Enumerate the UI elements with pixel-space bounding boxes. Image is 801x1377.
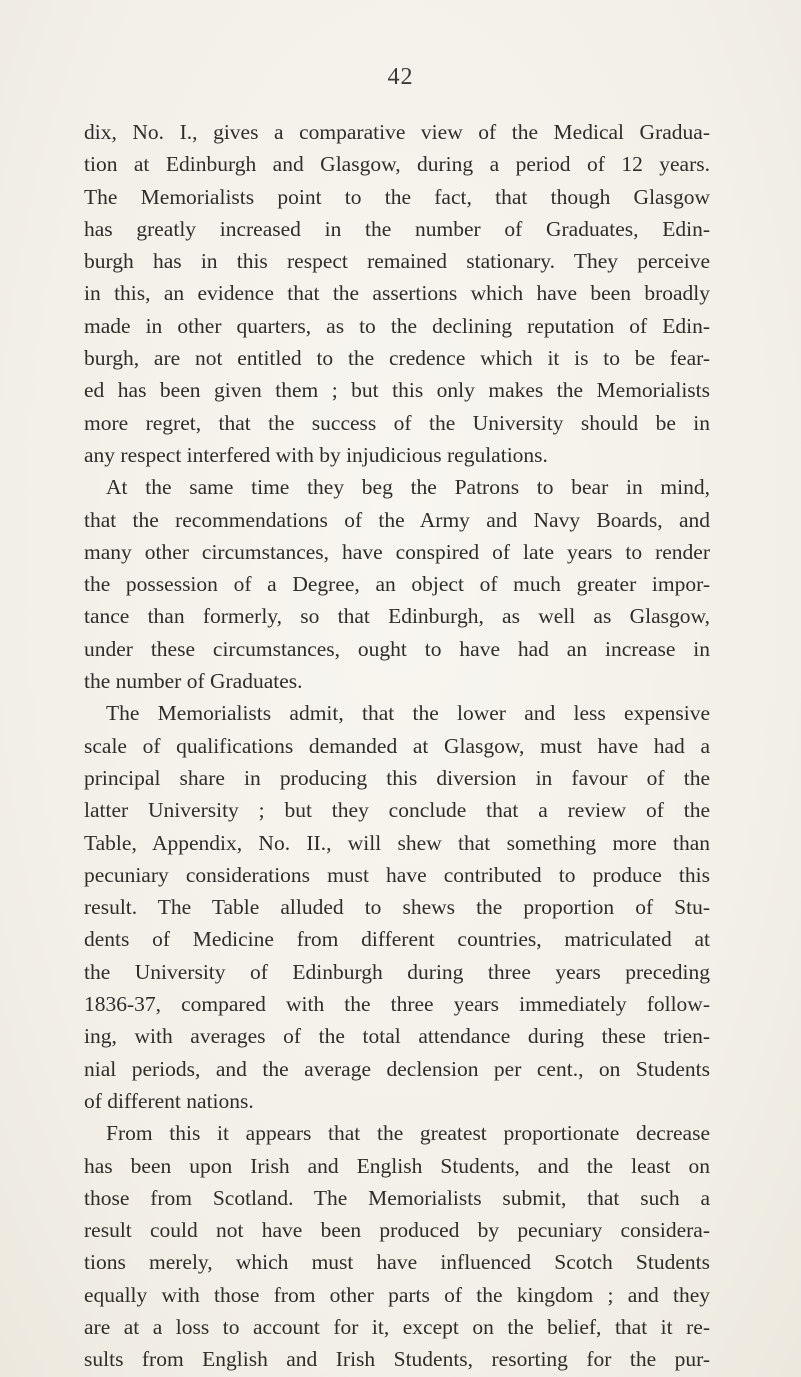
text-line: From this it appears that the greatest proportionate decrease [106, 1121, 710, 1146]
text-line: The Memorialists admit, that the lower and less expensive [106, 701, 710, 726]
text-line: the number of Graduates. [84, 669, 303, 694]
text-line: the possession of a Degree, an object of much greater impor- [84, 572, 710, 597]
text-line: result could not have been produced by pecuniary considera- [84, 1218, 710, 1243]
text-line: result. The Table alluded to shews the proportion of Stu- [84, 895, 710, 920]
text-line: has been upon Irish and English Students, and the least on [84, 1153, 710, 1178]
text-line: nial periods, and the average declension per cent., on Students [84, 1056, 710, 1081]
text-line: ing, with averages of the total attendance during these trien- [84, 1024, 710, 1049]
text-line: has greatly increased in the number of Graduates, Edin- [84, 216, 710, 241]
text-line: under these circumstances, ought to have had an increase in [84, 636, 710, 661]
text-line: At the same time they beg the Patrons to bear in mind, [106, 475, 710, 500]
text-line: burgh has in this respect remained stationary. They perceive [84, 249, 710, 274]
text-line: principal share in producing this diversion in favour of the [84, 765, 710, 790]
text-line: of different nations. [84, 1088, 254, 1113]
text-line: sults from English and Irish Students, resorting for the pur- [84, 1347, 710, 1372]
text-line: The Memorialists point to the fact, that though Glasgow [84, 184, 710, 209]
text-line: in this, an evidence that the assertions which have been broadly [84, 281, 710, 306]
text-line: any respect interfered with by injudicious regulations. [84, 442, 548, 467]
text-line: many other circumstances, have conspired of late years to render [84, 539, 710, 564]
page-number: 42 [387, 64, 414, 90]
text-line: those from Scotland. The Memorialists submit, that such a [84, 1185, 710, 1210]
text-line: are at a loss to account for it, except on the belief, that it re- [84, 1314, 710, 1339]
text-line: dix, No. I., gives a comparative view of the Medical Gradua- [84, 120, 710, 144]
body-text [84, 116, 710, 1376]
text-line: Table, Appendix, No. II., will shew that something more than [84, 830, 710, 855]
text-line: pecuniary considerations must have contributed to produce this [84, 862, 710, 887]
text-line: the University of Edinburgh during three years preceding [84, 959, 710, 984]
text-line: tance than formerly, so that Edinburgh, as well as Glasgow, [84, 604, 710, 629]
text-line: made in other quarters, as to the declining reputation of Edin- [84, 313, 710, 338]
text-line: latter University ; but they conclude that a review of the [84, 798, 710, 823]
text-line: 1836-37, compared with the three years immediately follow- [84, 992, 710, 1017]
text-line: dents of Medicine from different countries, matriculated at [84, 927, 710, 952]
text-line: scale of qualifications demanded at Glasgow, must have had a [84, 733, 710, 758]
text-line: that the recommendations of the Army and Navy Boards, and [84, 507, 710, 532]
text-line: equally with those from other parts of the kingdom ; and they [84, 1282, 710, 1307]
text-line: burgh, are not entitled to the credence which it is to be fear- [84, 346, 710, 371]
text-line: more regret, that the success of the University should be in [84, 410, 710, 435]
text-line: tion at Edinburgh and Glasgow, during a period of 12 years. [84, 152, 710, 177]
text-line: ed has been given them ; but this only makes the Memorialists [84, 378, 710, 403]
text-line: tions merely, which must have influenced Scotch Students [84, 1250, 710, 1275]
